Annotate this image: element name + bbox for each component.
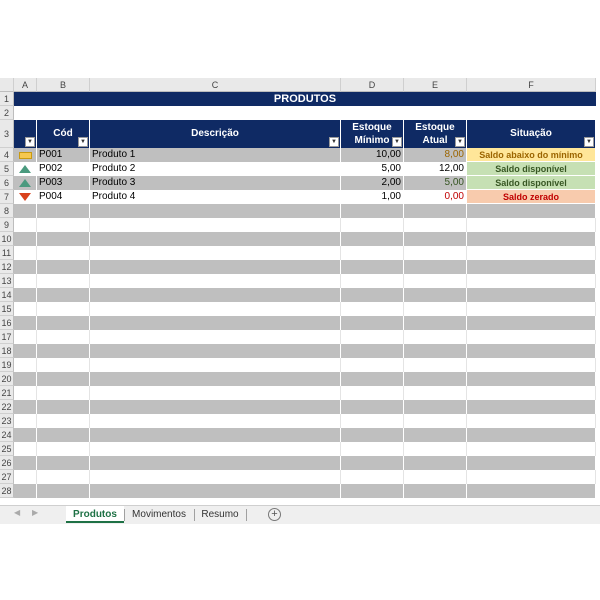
empty-cell[interactable] (404, 344, 467, 358)
header-estoque-minimo-label-1: Estoque (352, 122, 392, 133)
empty-cell[interactable] (404, 414, 467, 428)
empty-cell[interactable] (37, 274, 90, 288)
up-triangle-icon (19, 165, 31, 173)
empty-cell[interactable] (404, 316, 467, 330)
empty-cell[interactable] (90, 400, 341, 414)
empty-cell[interactable] (37, 456, 90, 470)
empty-cell[interactable] (404, 442, 467, 456)
filter-dropdown-icon[interactable]: ▼ (329, 137, 339, 147)
row-number[interactable]: 7 (0, 190, 14, 204)
empty-cell[interactable] (404, 330, 467, 344)
sheet-row (0, 372, 600, 386)
sheet-row (0, 386, 600, 400)
row-number[interactable]: 19 (0, 358, 14, 372)
estoque-minimo-value[interactable]: 5,00 (341, 162, 404, 176)
status-badge[interactable]: Saldo disponível (467, 162, 596, 176)
empty-cell[interactable] (404, 274, 467, 288)
empty-cell[interactable] (341, 414, 404, 428)
empty-cell[interactable] (404, 218, 467, 232)
empty-cell[interactable] (404, 260, 467, 274)
empty-cell[interactable] (467, 330, 596, 344)
empty-cell[interactable] (467, 358, 596, 372)
estoque-atual-value[interactable]: 5,00 (404, 176, 467, 190)
row-number[interactable]: 22 (0, 400, 14, 414)
empty-cell[interactable] (467, 344, 596, 358)
empty-cell[interactable] (37, 484, 90, 498)
empty-cell[interactable] (90, 218, 341, 232)
empty-cell[interactable] (341, 260, 404, 274)
empty-cell[interactable] (90, 470, 341, 484)
sheet-row (0, 176, 600, 190)
empty-cell[interactable] (467, 246, 596, 260)
empty-cell[interactable] (341, 442, 404, 456)
empty-cell[interactable] (341, 400, 404, 414)
empty-cell[interactable] (14, 232, 37, 246)
empty-cell[interactable] (37, 260, 90, 274)
sheet-row (0, 414, 600, 428)
empty-cell[interactable] (467, 316, 596, 330)
empty-cell[interactable] (404, 288, 467, 302)
column-header-e[interactable]: E (404, 78, 467, 92)
product-code[interactable]: P004 (37, 190, 90, 204)
row-number[interactable]: 2 (0, 106, 14, 120)
empty-cell[interactable] (467, 288, 596, 302)
empty-cell[interactable] (341, 386, 404, 400)
row-number[interactable]: 5 (0, 162, 14, 176)
header-situacao-label: Situação (510, 128, 552, 139)
column-header-f[interactable]: F (467, 78, 596, 92)
empty-cell[interactable] (404, 204, 467, 218)
empty-cell[interactable] (90, 428, 341, 442)
header-cod-label: Cód (53, 128, 73, 139)
row-number[interactable]: 8 (0, 204, 14, 218)
estoque-atual-value[interactable]: 12,00 (404, 162, 467, 176)
sheet-row (0, 428, 600, 442)
row-number[interactable]: 20 (0, 372, 14, 386)
tab-produtos[interactable]: Produtos (66, 506, 124, 523)
status-icon-cell (14, 190, 37, 204)
empty-cell[interactable] (14, 470, 37, 484)
product-code[interactable]: P002 (37, 162, 90, 176)
empty-cell[interactable] (90, 456, 341, 470)
row-number[interactable]: 16 (0, 316, 14, 330)
column-header-a[interactable]: A (14, 78, 37, 92)
sheet-row (0, 344, 600, 358)
row-number[interactable]: 23 (0, 414, 14, 428)
empty-cell[interactable] (341, 344, 404, 358)
add-sheet-button[interactable] (268, 508, 281, 521)
empty-cell[interactable] (90, 386, 341, 400)
empty-cell[interactable] (37, 330, 90, 344)
filter-dropdown-icon[interactable]: ▼ (78, 137, 88, 147)
empty-cell[interactable] (341, 218, 404, 232)
empty-cell[interactable] (404, 302, 467, 316)
empty-cell[interactable] (14, 442, 37, 456)
sheet-row (0, 456, 600, 470)
estoque-minimo-value[interactable]: 10,00 (341, 148, 404, 162)
empty-cell[interactable] (37, 344, 90, 358)
row-number[interactable]: 14 (0, 288, 14, 302)
empty-cell[interactable] (90, 274, 341, 288)
plus-circle-icon: + (271, 508, 278, 520)
empty-cell[interactable] (14, 372, 37, 386)
row-number[interactable]: 9 (0, 218, 14, 232)
sheet-row (0, 484, 600, 498)
empty-cell[interactable] (341, 232, 404, 246)
empty-cell[interactable] (341, 456, 404, 470)
row-number[interactable]: 25 (0, 442, 14, 456)
status-icon-cell (14, 176, 37, 190)
empty-cell[interactable] (14, 274, 37, 288)
header-situacao[interactable] (467, 120, 596, 148)
empty-cell[interactable] (37, 302, 90, 316)
empty-cell[interactable] (90, 442, 341, 456)
empty-cell[interactable] (341, 358, 404, 372)
estoque-minimo-value[interactable]: 1,00 (341, 190, 404, 204)
product-description[interactable]: Produto 4 (90, 190, 341, 204)
tab-movimentos[interactable]: Movimentos (132, 509, 186, 520)
sheet-row (0, 204, 600, 218)
empty-cell[interactable] (37, 386, 90, 400)
row-number[interactable]: 27 (0, 470, 14, 484)
header-cod[interactable] (37, 120, 90, 148)
empty-cell[interactable] (37, 288, 90, 302)
empty-cell[interactable] (341, 204, 404, 218)
row-number[interactable]: 4 (0, 148, 14, 162)
empty-cell[interactable] (14, 246, 37, 260)
empty-cell[interactable] (90, 316, 341, 330)
empty-cell[interactable] (37, 358, 90, 372)
empty-cell[interactable] (90, 246, 341, 260)
empty-cell[interactable] (467, 372, 596, 386)
estoque-minimo-value[interactable]: 2,00 (341, 176, 404, 190)
header-descricao[interactable] (90, 120, 341, 148)
row-number[interactable]: 17 (0, 330, 14, 344)
status-badge[interactable]: Saldo abaixo do mínimo (467, 148, 596, 162)
product-code[interactable]: P001 (37, 148, 90, 162)
empty-cell[interactable] (14, 288, 37, 302)
sheet-row (0, 302, 600, 316)
empty-cell[interactable] (37, 470, 90, 484)
product-description[interactable]: Produto 3 (90, 176, 341, 190)
status-badge[interactable]: Saldo disponível (467, 176, 596, 190)
empty-cell[interactable] (467, 386, 596, 400)
empty-cell[interactable] (37, 232, 90, 246)
sheet-row (0, 260, 600, 274)
empty-cell[interactable] (341, 316, 404, 330)
empty-cell[interactable] (467, 414, 596, 428)
sheet-row (0, 288, 600, 302)
header-descricao-label: Descrição (191, 128, 239, 139)
row-number[interactable]: 28 (0, 484, 14, 498)
header-estoque-atual-label-2: Atual (422, 135, 448, 146)
estoque-atual-value[interactable]: 0,00 (404, 190, 467, 204)
sheet-row (0, 218, 600, 232)
header-estoque-minimo[interactable] (341, 120, 404, 148)
empty-cell[interactable] (404, 386, 467, 400)
empty-cell[interactable] (14, 428, 37, 442)
empty-cell[interactable] (467, 442, 596, 456)
empty-cell[interactable] (341, 484, 404, 498)
empty-cell[interactable] (37, 428, 90, 442)
empty-cell[interactable] (341, 288, 404, 302)
filter-dropdown-icon[interactable]: ▼ (392, 137, 402, 147)
status-icon-cell (14, 148, 37, 162)
sheet-row (0, 232, 600, 246)
empty-cell[interactable] (14, 400, 37, 414)
empty-cell[interactable] (404, 372, 467, 386)
sheet-row (0, 358, 600, 372)
select-all-corner[interactable] (0, 78, 14, 92)
empty-cell[interactable] (14, 344, 37, 358)
empty-cell[interactable] (341, 428, 404, 442)
empty-cell[interactable] (467, 218, 596, 232)
row-number[interactable]: 6 (0, 176, 14, 190)
empty-cell[interactable] (90, 484, 341, 498)
empty-cell[interactable] (467, 428, 596, 442)
empty-cell[interactable] (404, 246, 467, 260)
empty-cell[interactable] (467, 204, 596, 218)
empty-cell[interactable] (90, 358, 341, 372)
empty-cell[interactable] (467, 302, 596, 316)
sheet-row (0, 442, 600, 456)
empty-cell[interactable] (467, 484, 596, 498)
empty-cell[interactable] (341, 246, 404, 260)
empty-cell[interactable] (37, 218, 90, 232)
row-number[interactable]: 13 (0, 274, 14, 288)
empty-cell[interactable] (404, 400, 467, 414)
sheet-row (0, 148, 600, 162)
header-estoque-atual[interactable] (404, 120, 467, 148)
empty-cell[interactable] (14, 386, 37, 400)
product-code[interactable]: P003 (37, 176, 90, 190)
empty-cell[interactable] (467, 274, 596, 288)
empty-cell[interactable] (341, 330, 404, 344)
empty-cell[interactable] (90, 344, 341, 358)
empty-cell[interactable] (37, 316, 90, 330)
filter-dropdown-icon[interactable]: ▼ (584, 137, 594, 147)
empty-cell[interactable] (14, 414, 37, 428)
sheet-row (0, 274, 600, 288)
sheet-title: PRODUTOS (14, 92, 596, 106)
empty-cell[interactable] (341, 302, 404, 316)
column-header-c[interactable]: C (90, 78, 341, 92)
row-number[interactable]: 3 (0, 120, 14, 148)
empty-cell[interactable] (404, 428, 467, 442)
sheet-row (0, 330, 600, 344)
empty-cell[interactable] (467, 260, 596, 274)
column-header-b[interactable]: B (37, 78, 90, 92)
empty-cell[interactable] (467, 232, 596, 246)
empty-cell[interactable] (14, 358, 37, 372)
row-number[interactable]: 1 (0, 92, 14, 106)
up-triangle-icon (19, 179, 31, 187)
empty-cell[interactable] (404, 358, 467, 372)
scroll-left-icon[interactable]: ◀ (14, 508, 21, 517)
empty-cell[interactable] (37, 372, 90, 386)
product-description[interactable]: Produto 2 (90, 162, 341, 176)
empty-cell[interactable] (37, 400, 90, 414)
empty-cell[interactable] (14, 316, 37, 330)
empty-cell[interactable] (14, 456, 37, 470)
empty-cell[interactable] (90, 260, 341, 274)
sheet-row (0, 162, 600, 176)
empty-cell[interactable] (467, 470, 596, 484)
filter-dropdown-icon[interactable]: ▼ (455, 137, 465, 147)
empty-cell[interactable] (14, 484, 37, 498)
sheet-row (0, 120, 600, 148)
row-number[interactable]: 18 (0, 344, 14, 358)
row-number[interactable]: 15 (0, 302, 14, 316)
empty-cell[interactable] (467, 400, 596, 414)
empty-cell[interactable] (341, 470, 404, 484)
row-number[interactable]: 11 (0, 246, 14, 260)
header-filter-a[interactable] (14, 120, 37, 148)
tab-resumo[interactable]: Resumo (201, 509, 239, 520)
sheet-tab-bar (0, 505, 600, 524)
estoque-atual-value[interactable]: 8,00 (404, 148, 467, 162)
empty-cell[interactable] (341, 274, 404, 288)
row-number[interactable]: 10 (0, 232, 14, 246)
sheet-row (0, 316, 600, 330)
row-number[interactable]: 26 (0, 456, 14, 470)
product-description[interactable]: Produto 1 (90, 148, 341, 162)
empty-cell[interactable] (341, 372, 404, 386)
empty-cell[interactable] (14, 204, 37, 218)
empty-cell[interactable] (37, 414, 90, 428)
empty-cell[interactable] (37, 246, 90, 260)
empty-cell[interactable] (14, 330, 37, 344)
sheet-row (0, 246, 600, 260)
empty-cell[interactable] (404, 456, 467, 470)
header-estoque-minimo-label-2: Mínimo (354, 135, 390, 146)
empty-cell[interactable] (14, 302, 37, 316)
sheet-row (0, 92, 600, 106)
status-badge[interactable]: Saldo zerado (467, 190, 596, 204)
scroll-right-icon[interactable]: ▶ (32, 508, 39, 517)
row-number[interactable]: 12 (0, 260, 14, 274)
sheet-row (0, 470, 600, 484)
sheet-row (0, 106, 600, 120)
empty-cell[interactable] (14, 218, 37, 232)
tab-separator (246, 509, 247, 521)
empty-cell[interactable] (90, 232, 341, 246)
empty-cell[interactable] (90, 372, 341, 386)
empty-cell[interactable] (404, 470, 467, 484)
row-number[interactable]: 24 (0, 428, 14, 442)
empty-cell[interactable] (467, 456, 596, 470)
row-number[interactable]: 21 (0, 386, 14, 400)
sheet-row (0, 190, 600, 204)
empty-cell[interactable] (90, 414, 341, 428)
empty-cell[interactable] (37, 204, 90, 218)
empty-cell[interactable] (37, 442, 90, 456)
empty-cell[interactable] (404, 484, 467, 498)
status-icon-cell (14, 162, 37, 176)
sheet-row (0, 400, 600, 414)
empty-cell[interactable] (90, 330, 341, 344)
down-triangle-icon (19, 193, 31, 201)
empty-cell[interactable] (90, 302, 341, 316)
empty-cell[interactable] (90, 288, 341, 302)
warning-dash-icon (19, 152, 32, 159)
empty-cell[interactable] (90, 204, 341, 218)
filter-dropdown-icon[interactable]: ▼ (25, 137, 35, 147)
empty-cell[interactable] (14, 260, 37, 274)
column-header-d[interactable]: D (341, 78, 404, 92)
empty-cell[interactable] (404, 232, 467, 246)
header-estoque-atual-label-1: Estoque (415, 122, 455, 133)
